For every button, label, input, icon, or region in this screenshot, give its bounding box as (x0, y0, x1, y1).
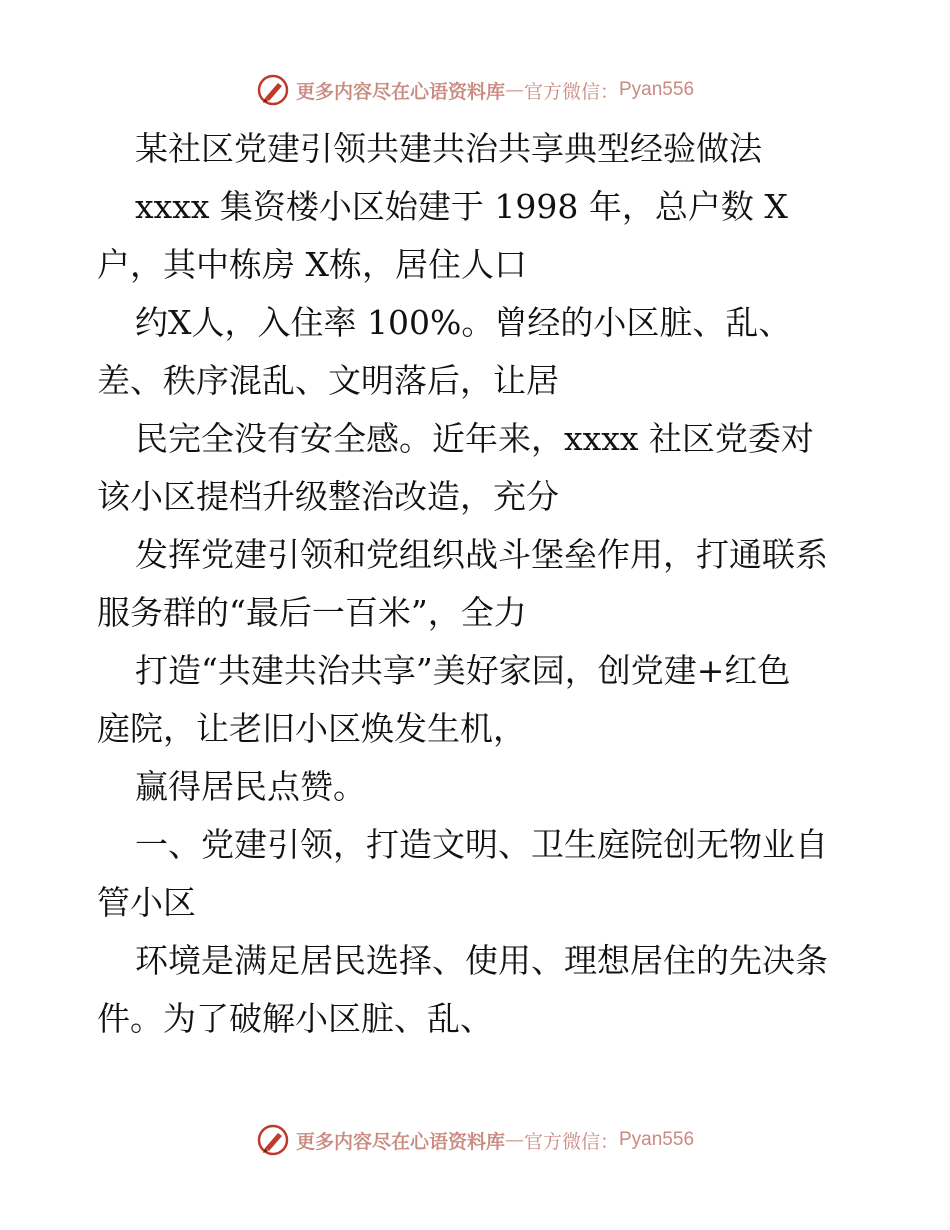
paragraph-line: 该小区提档升级整治改造，充分 (97, 477, 559, 516)
paragraph-line: 服务群的“最后一百米”，全力 (97, 593, 527, 632)
paragraph-line: 民完全没有安全感。近年来，xxxx 社区党委对 (135, 419, 814, 458)
banner-wechat-label: 官方微信： (523, 80, 619, 103)
pen-logo-icon (256, 1123, 290, 1157)
section-heading: 一、党建引领，打造文明、卫生庭院创无物业自 (135, 825, 828, 864)
paragraph-line: 差、秩序混乱、文明落后，让居 (97, 361, 559, 400)
paragraph-line: 赢得居民点赞。 (135, 767, 366, 806)
paragraph-line: 件。为了破解小区脏、乱、 (97, 999, 493, 1038)
document-title: 某社区党建引领共建共治共享典型经验做法 (135, 129, 762, 168)
header-banner (0, 70, 950, 110)
paragraph-line: 约X人，入住率 100%。曾经的小区脏、乱、 (135, 303, 792, 342)
paragraph-line: 发挥党建引领和党组织战斗堡垒作用，打通联系 (135, 535, 828, 574)
banner-dash: — (504, 79, 524, 101)
banner-title: 更多内容尽在心语资料库 (295, 1130, 505, 1153)
section-heading: 管小区 (97, 883, 196, 922)
banner-title: 更多内容尽在心语资料库 (295, 80, 505, 103)
pen-logo-icon (256, 73, 290, 107)
banner-dash: — (504, 1129, 524, 1151)
banner-wechat-label: 官方微信： (523, 1130, 619, 1153)
paragraph-line: 打造“共建共治共享”美好家园，创党建+红色 (135, 651, 791, 690)
paragraph-line: xxxx 集资楼小区始建于 1998 年，总户数 X (135, 187, 788, 226)
banner-wechat-id: Pyan556 (619, 1129, 695, 1150)
document-body (97, 120, 857, 1048)
paragraph-line: 庭院，让老旧小区焕发生机， (97, 709, 526, 748)
paragraph-line: 环境是满足居民选择、使用、理想居住的先决条 (135, 941, 828, 980)
footer-banner (0, 1120, 950, 1160)
banner-wechat-id: Pyan556 (619, 79, 695, 100)
paragraph-line: 户，其中栋房 X栋，居住人口 (97, 245, 527, 284)
